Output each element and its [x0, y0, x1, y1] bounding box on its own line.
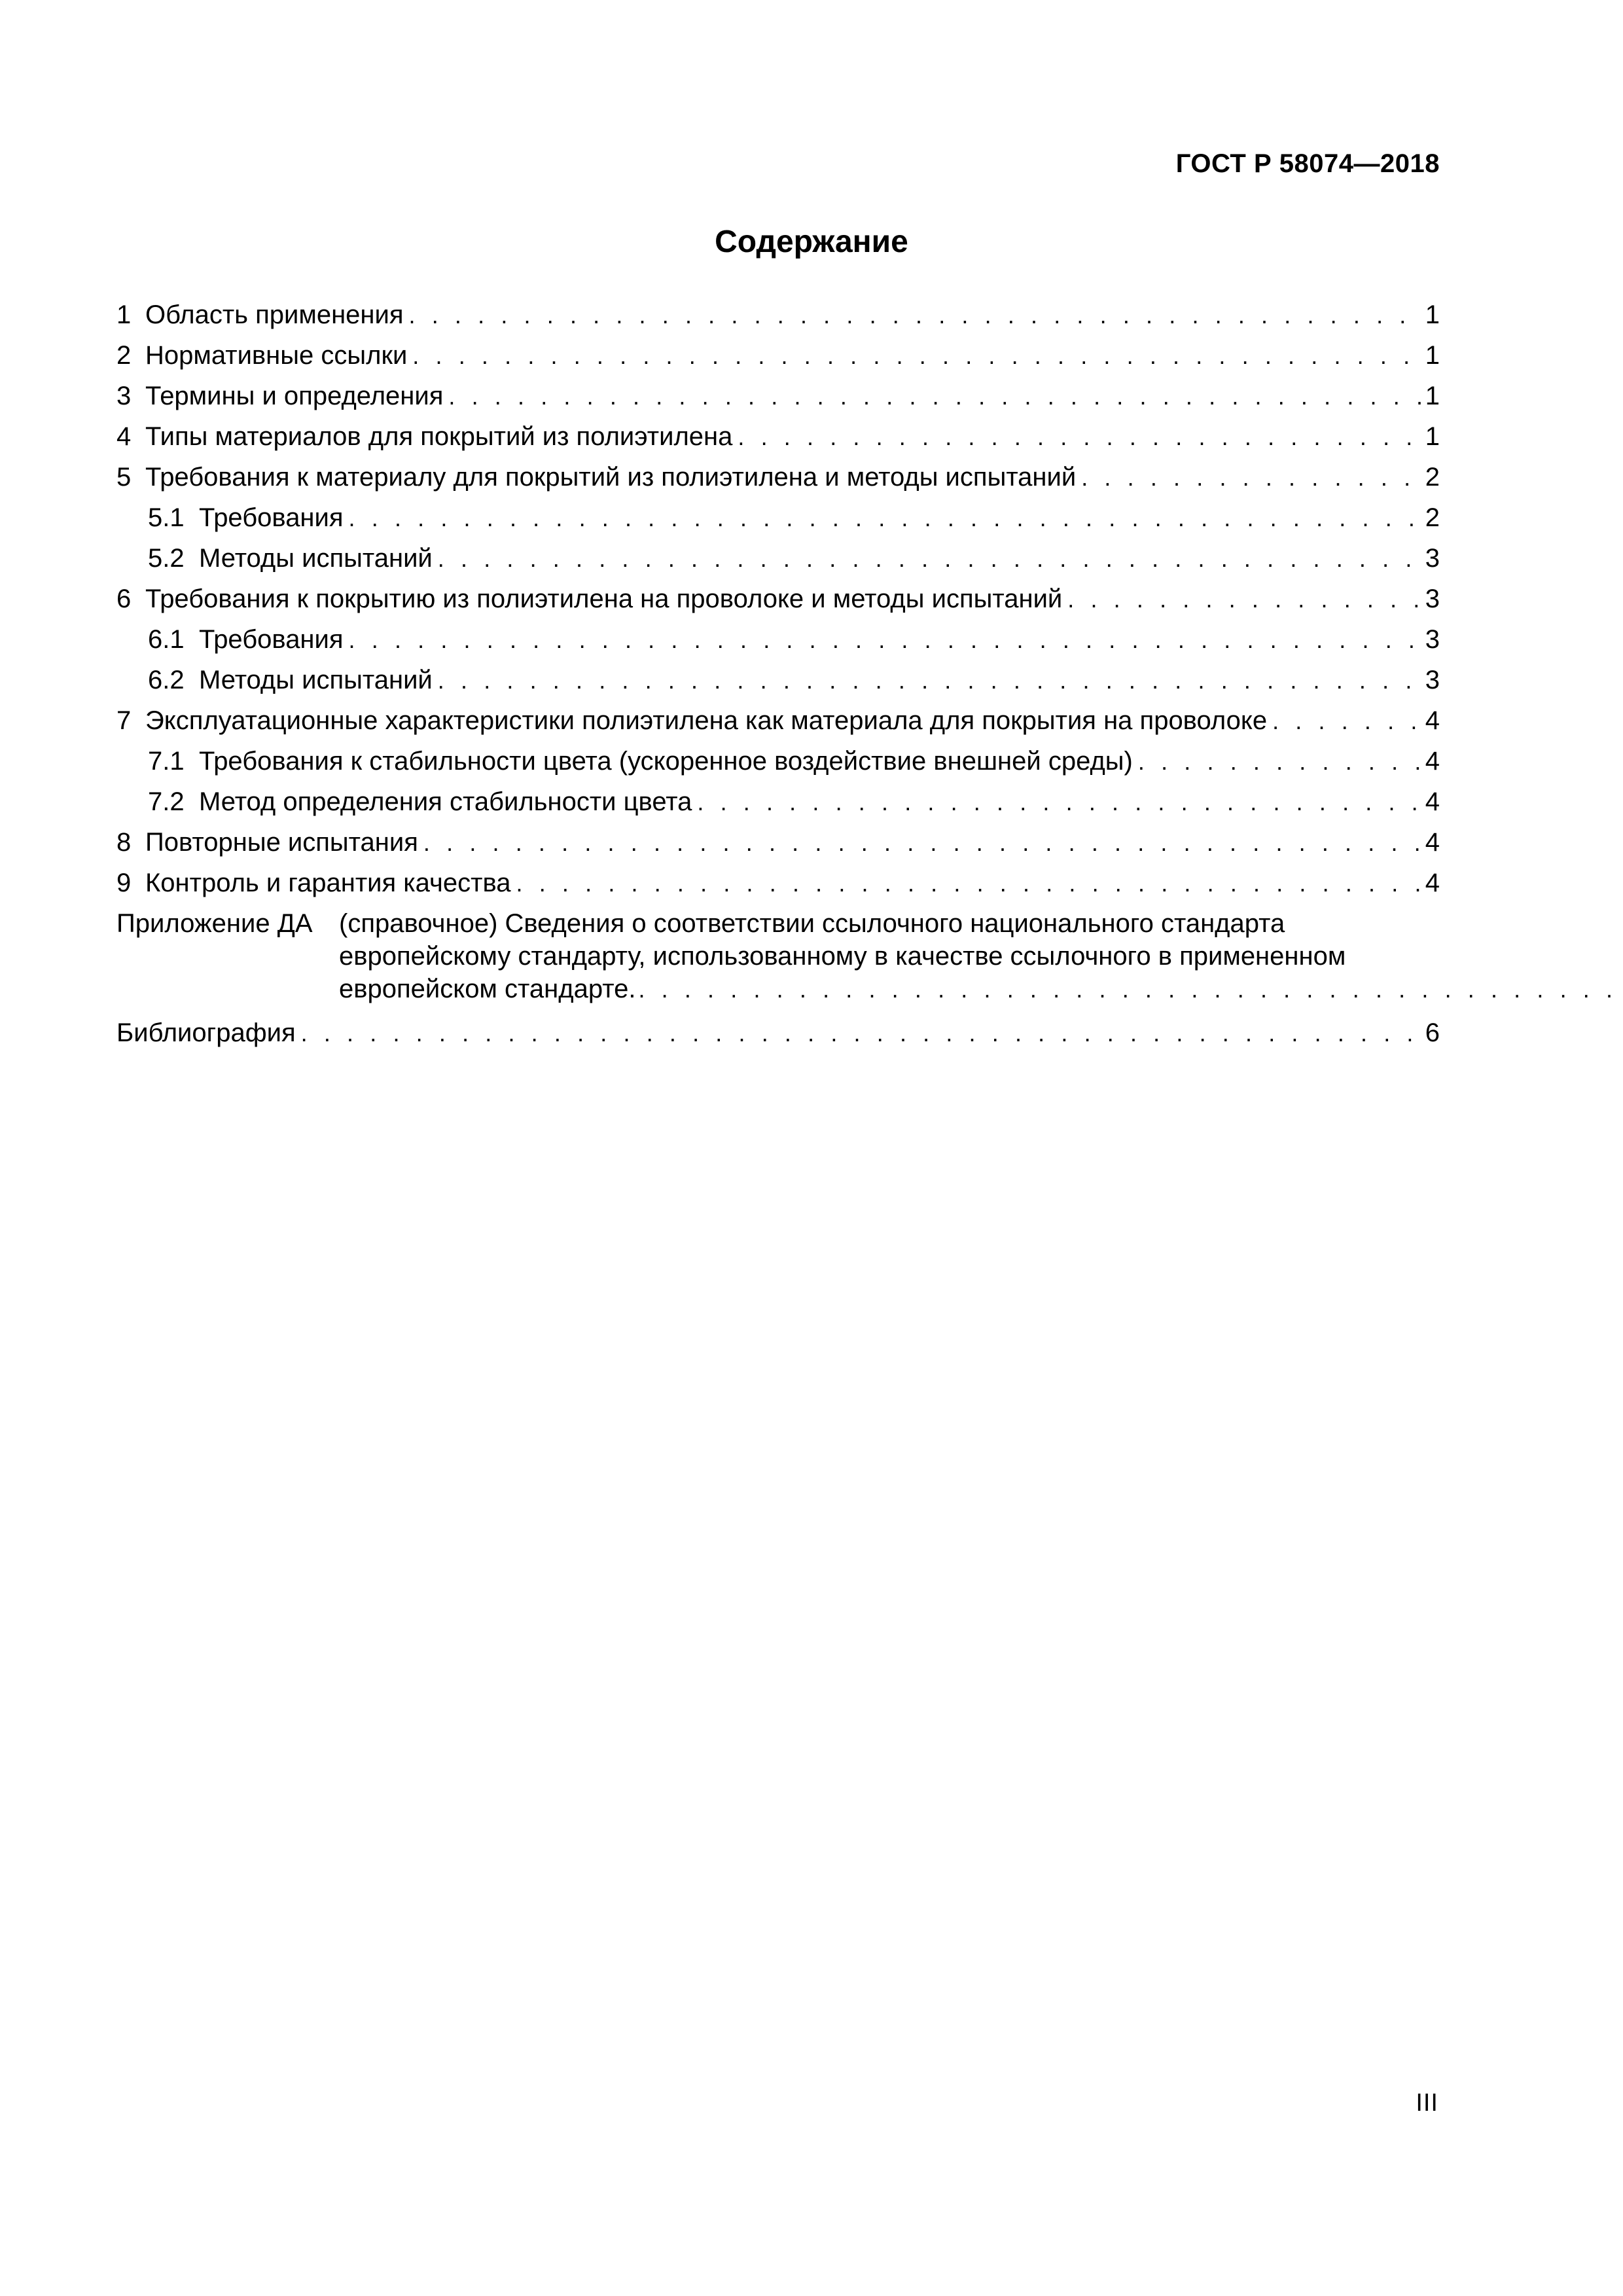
annex-line-1: (справочное) Сведения о соответствии ссылочного национального стандарта: [339, 909, 1285, 938]
dot-leader: [409, 295, 1423, 336]
dot-leader: [438, 660, 1423, 701]
toc-entry-number: 7.1: [148, 747, 185, 776]
toc-entry-title: Требования: [199, 503, 344, 532]
toc-entry-4[interactable]: [116, 416, 1440, 457]
toc-entry-9[interactable]: [116, 863, 1440, 903]
dot-leader: [1272, 701, 1423, 742]
toc-entry-title: Требования к материалу для покрытий из полиэтилена и методы испытаний: [145, 463, 1077, 492]
toc-entry-7-2[interactable]: [116, 781, 1440, 822]
annex-description: [339, 907, 1623, 1006]
toc-entry-6-1[interactable]: [116, 619, 1440, 660]
dot-leader: [1067, 579, 1423, 620]
toc-entry-title: Метод определения стабильности цвета: [199, 787, 692, 816]
dot-leader: [738, 417, 1422, 457]
toc-entry-page: 4: [1425, 828, 1440, 857]
toc-entry-number: 9: [116, 869, 132, 897]
toc-entry-title: Требования: [199, 625, 344, 654]
annex-line-3-row: [339, 973, 1623, 1006]
toc-entry-page: 2: [1425, 463, 1440, 492]
toc-entry-title: Требования к покрытию из полиэтилена на проволоке и методы испытаний: [145, 584, 1063, 613]
toc-entry-number: 2: [116, 341, 132, 370]
dot-leader: [516, 863, 1423, 904]
dot-leader: [638, 973, 1623, 1006]
toc-entry-page: 3: [1425, 625, 1440, 654]
toc-entry-number: 6.1: [148, 625, 185, 654]
toc-entry-page: 3: [1425, 584, 1440, 613]
dot-leader: [412, 336, 1422, 376]
toc-entry-page: 1: [1425, 341, 1440, 370]
toc-entry-7-1[interactable]: [116, 741, 1440, 781]
toc-entry-2[interactable]: [116, 335, 1440, 376]
dot-leader: [349, 620, 1423, 660]
dot-leader: [349, 498, 1423, 539]
toc-entry-6[interactable]: [116, 579, 1440, 619]
toc-entry-bibliography[interactable]: [116, 1013, 1440, 1053]
toc-entry-page: 4: [1425, 747, 1440, 776]
dot-leader: [1138, 742, 1423, 782]
toc-entry-page: 2: [1425, 503, 1440, 532]
page-number: III: [1416, 2089, 1438, 2117]
toc-entry-title: Область применения: [145, 300, 404, 329]
toc-entry-page: 3: [1425, 544, 1440, 573]
toc-entry-annex-da[interactable]: [116, 907, 1440, 1006]
toc-entry-number: 6: [116, 584, 132, 613]
annex-line-3: европейском стандарте.: [339, 975, 636, 1003]
toc-title: Содержание: [715, 224, 908, 259]
dot-leader: [423, 823, 1423, 863]
dot-leader: [438, 539, 1423, 579]
toc-entry-page: 3: [1425, 666, 1440, 694]
toc-entry-title: Методы испытаний: [199, 544, 433, 573]
toc-entry-3[interactable]: [116, 376, 1440, 416]
toc-entry-5-2[interactable]: [116, 538, 1440, 579]
toc-entry-number: 6.2: [148, 666, 185, 694]
toc-entry-number: 1: [116, 300, 132, 329]
annex-label: Приложение ДА: [116, 909, 313, 938]
toc-entry-page: 1: [1425, 300, 1440, 329]
toc-entry-1[interactable]: [116, 295, 1440, 335]
dot-leader: [301, 1013, 1423, 1054]
toc-entry-number: 8: [116, 828, 132, 857]
toc-entry-number: 7: [116, 706, 132, 735]
toc-entry-number: 5: [116, 463, 132, 492]
toc-entry-title: Термины и определения: [145, 382, 444, 410]
toc-entry-8[interactable]: [116, 822, 1440, 863]
toc-entry-title: Нормативные ссылки: [145, 341, 408, 370]
toc-entry-number: 7.2: [148, 787, 185, 816]
dot-leader: [448, 376, 1422, 417]
table-of-contents: [116, 295, 1440, 1053]
toc-entry-5-1[interactable]: [116, 497, 1440, 538]
toc-entry-title: Методы испытаний: [199, 666, 433, 694]
toc-entry-title: Контроль и гарантия качества: [145, 869, 511, 897]
toc-entry-page: 6: [1425, 1018, 1440, 1047]
toc-entry-6-2[interactable]: [116, 660, 1440, 700]
toc-entry-page: 4: [1425, 869, 1440, 897]
toc-entry-page: 4: [1425, 787, 1440, 816]
toc-entry-title: Типы материалов для покрытий из полиэтилена: [145, 422, 733, 451]
toc-entry-5[interactable]: [116, 457, 1440, 497]
toc-entry-number: 5.1: [148, 503, 185, 532]
toc-entry-title: Библиография: [116, 1018, 296, 1047]
toc-entry-title: Эксплуатационные характеристики полиэтилена как материала для покрытия на проволоке: [145, 706, 1268, 735]
toc-entry-number: 4: [116, 422, 132, 451]
annex-line-2: европейскому стандарту, использованному в качестве ссылочного в примененном: [339, 942, 1346, 971]
toc-entry-title: Повторные испытания: [145, 828, 418, 857]
toc-entry-page: 4: [1425, 706, 1440, 735]
document-code: ГОСТ Р 58074—2018: [1175, 149, 1440, 178]
dot-leader: [697, 782, 1422, 823]
toc-entry-page: 1: [1425, 382, 1440, 410]
toc-entry-title: Требования к стабильности цвета (ускоренное воздействие внешней среды): [199, 747, 1133, 776]
toc-entry-number: 5.2: [148, 544, 185, 573]
toc-entry-7[interactable]: [116, 700, 1440, 741]
toc-entry-number: 3: [116, 382, 132, 410]
toc-entry-page: 1: [1425, 422, 1440, 451]
dot-leader: [1081, 457, 1423, 498]
